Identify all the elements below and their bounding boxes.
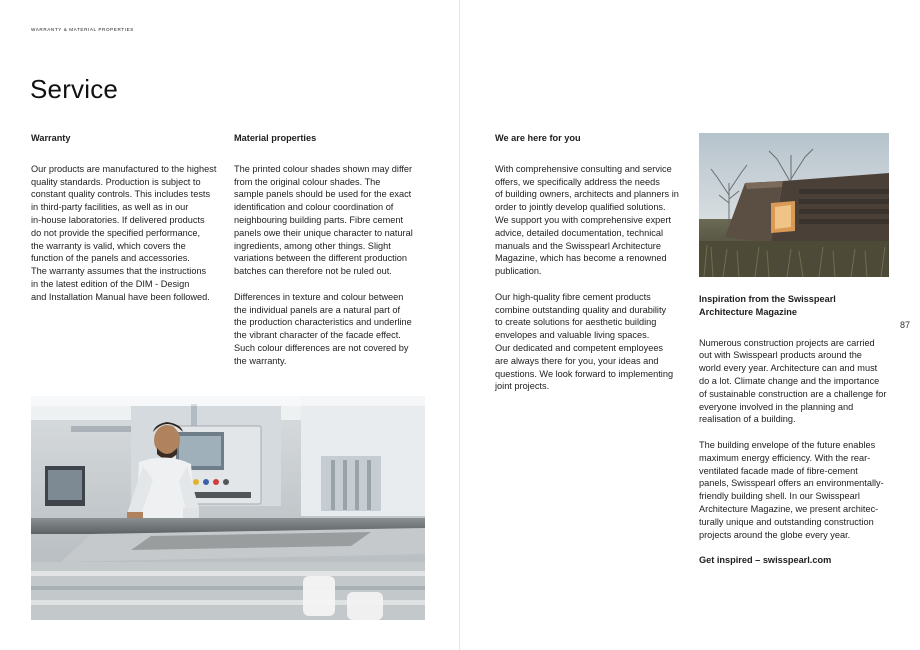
magazine-heading: Inspiration from the Swisspearl Architecture Magazine xyxy=(699,294,836,317)
here-for-you-paragraph: With comprehensive consulting and service offers, we specifically address the needs of building owners, architects and planners in order to jointly develop qualified solutions. We support you with comprehensive expert advice, detailed documentation, technical manuals and the Swisspearl Architecture Magazine, which has become a renowned publication. xyxy=(495,163,679,277)
factory-worker-photo xyxy=(31,396,425,620)
page-title: Service xyxy=(30,74,119,104)
material-properties-section xyxy=(234,132,430,380)
warranty-body: Our products are manufactured to the highest quality standards. Production is subject to constant quality controls. This includes tests in third-party facilities, as well as in our in-house laboratories. If delivered products do not provide the specified performance, the warranty is valid, which covers the function of the panels and accessories. The warranty assumes that the instructions in the latest edition of the DIM - Design and Installation Manual have been followed. xyxy=(31,163,217,302)
running-head: WARRANTY & MATERIAL PROPERTIES xyxy=(31,27,134,32)
material-properties-heading: Material properties xyxy=(234,133,317,143)
here-for-you-section xyxy=(495,132,691,406)
here-for-you-paragraph: Our high-quality fibre cement products combine outstanding quality and durability to create solutions for aesthetic building envelopes and valuable living spaces. Our dedicated and competent employees are always there for you, your ideas and questions. We look forward to implementing joint projects. xyxy=(495,291,674,392)
architecture-photo xyxy=(699,133,889,277)
here-for-you-heading: We are here for you xyxy=(495,133,581,143)
warranty-section xyxy=(31,132,227,316)
get-inspired-link[interactable]: Get inspired – swisspearl.com xyxy=(699,555,832,566)
magazine-paragraph: The building envelope of the future enables maximum energy efficiency. With the rear- ventilated facade made of fibre-cement panels, Swisspearl offers an environmentally- friendly building shell. In our Swisspearl Architecture Magazine, we present architec- turally unique and outstanding construction projects around the globe every year. xyxy=(699,439,884,540)
page-gutter xyxy=(459,0,460,650)
magazine-paragraph: Numerous construction projects are carried out with Swisspearl products around the world every year. Architecture can and must do a lot. Climate change and the importance of sustainable construction are a challenge for everyone involved in the planning and realisation of a building. xyxy=(699,337,887,425)
magazine-section xyxy=(699,293,895,580)
warranty-heading: Warranty xyxy=(31,133,71,143)
material-properties-paragraph: The printed colour shades shown may differ from the original colour shades. The sample panels should be used for the exact identification and colour coordination of neighbouring building parts. Fibre cement panels owe their unique character to natural ingredients, among other things. Slight variations between the different production batches can therefore not be ruled out. xyxy=(234,163,413,277)
page-number: 87 xyxy=(900,320,911,330)
material-properties-paragraph: Differences in texture and colour between the individual panels are a natural part of the production characteristics and underline the vibrant character of the facade effect. Such colour differences are not covered by the warranty. xyxy=(234,291,412,366)
